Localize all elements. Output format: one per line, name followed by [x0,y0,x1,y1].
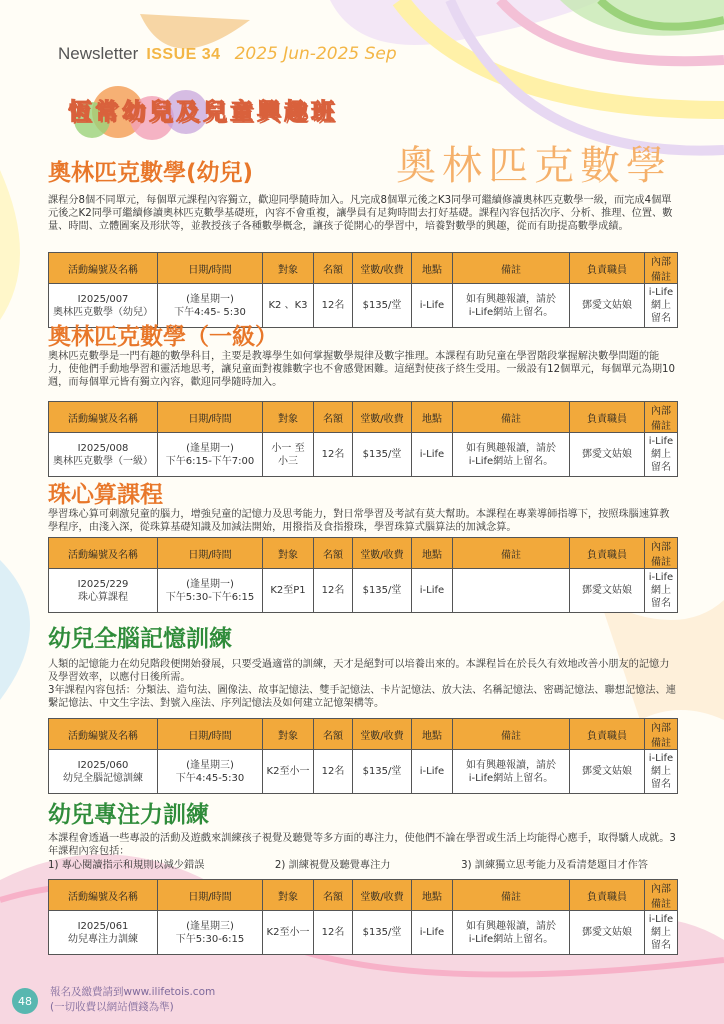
skill-item: 3) 訓練獨立思考能力及看清楚題目才作答 [461,860,648,871]
cell-datetime: (逢星期三) 下午5:30-6:15 [158,911,263,955]
table-header-row [49,402,678,433]
cell-venue: i-Life [412,911,453,955]
col-header: 日期/時間 [158,402,263,433]
big-title: 奧林匹克數學 [396,143,672,189]
cell-fee: $135/堂 [353,911,412,955]
cell-internal: i-Life網上 留名 [645,284,678,328]
col-header: 地點 [412,538,453,569]
col-header: 堂數/收費 [353,880,412,911]
col-header: 地點 [412,402,453,433]
page-number: 48 [12,988,38,1014]
col-header: 負責職員 [570,538,645,569]
issue-date: 2025 Jun-2025 Sep [234,44,397,64]
col-header: 對象 [263,880,314,911]
col-header: 名額 [314,719,353,750]
cell-staff: 鄧愛文姑娘 [570,284,645,328]
col-header: 名額 [314,253,353,284]
col-header: 活動編號及名稱 [49,402,158,433]
col-header: 內部備註 [645,253,678,284]
col-header: 對象 [263,538,314,569]
cell-quota: 12名 [314,911,353,955]
col-header: 地點 [412,719,453,750]
table-header-row [49,719,678,750]
col-header: 內部備註 [645,402,678,433]
table-row [49,911,678,955]
cell-venue: i-Life [412,284,453,328]
cell-datetime: (逢星期一) 下午6:15-下午7:00 [158,433,263,477]
course-table [48,401,678,477]
col-header: 對象 [263,253,314,284]
fee-note: (一切收費以網站價錢為準) [50,1001,174,1013]
section-description: 奧林匹克數學是一門有趣的數學科目，主要是教導學生如何掌握數學規律及數字推理。本課程有助兒童在學習階段掌握解決數學問題的能力，使他們手動地學習和靈活地思考，讓兒童面對複雜數字也不會感覺困難。這絕對使孩子終生受用。一級設有12個單元，每個單元為期10週，而每個單元皆有獨立內容，歡迎同學隨時加入。 [48,351,675,388]
col-header: 負責職員 [570,719,645,750]
col-header: 地點 [412,253,453,284]
cell-id-name: I2025/007 奧林匹克數學（幼兒） [49,284,158,328]
cell-internal: i-Life網上 留名 [645,750,678,794]
cell-internal: i-Life 網上留名 [645,911,678,955]
cell-venue: i-Life [412,433,453,477]
col-header: 負責職員 [570,880,645,911]
col-header: 日期/時間 [158,880,263,911]
col-header: 堂數/收費 [353,253,412,284]
col-header: 地點 [412,880,453,911]
col-header: 活動編號及名稱 [49,538,158,569]
table-header-row [49,880,678,911]
newsletter-header [58,44,397,64]
cell-quota: 12名 [314,284,353,328]
col-header: 備註 [453,253,570,284]
cell-staff: 鄧愛文姑娘 [570,750,645,794]
section-title: 幼兒專注力訓練 [48,802,209,828]
col-header: 名額 [314,402,353,433]
cell-staff: 鄧愛文姑娘 [570,433,645,477]
issue-label: ISSUE 34 [146,46,221,63]
skill-item: 1) 專心閱讀指示和規則以減少錯誤 [48,860,205,871]
col-header: 備註 [453,880,570,911]
col-header: 活動編號及名稱 [49,253,158,284]
table-header-row [49,538,678,569]
cell-fee: $135/堂 [353,569,412,613]
cell-fee: $135/堂 [353,750,412,794]
col-header: 堂數/收費 [353,719,412,750]
col-header: 備註 [453,719,570,750]
table-header-row [49,253,678,284]
col-header: 活動編號及名稱 [49,719,158,750]
cell-id-name: I2025/060 幼兒全腦記憶訓練 [49,750,158,794]
col-header: 備註 [453,538,570,569]
col-header: 日期/時間 [158,538,263,569]
registration-link[interactable]: 報名及繳費請到www.ilifetois.com [50,986,216,998]
section-description: 人類的記憶能力在幼兒階段便開始發展，只要受過適當的訓練，天才是絕對可以培養出來的。本課程旨在於長久有效地改善小朋友的記憶力及學習效率，以應付日後所需。 3年課程內容包括：分類法、造句法、圖像法、故事記憶法、雙手記憶法、卡片記憶法、放大法、名稱記憶法、密碼記憶法、聯想記憶法、連繫記憶法、中文生字法、對號入座法、序列記憶法及如何建立記憶架構等。 [48,659,676,709]
col-header: 負責職員 [570,253,645,284]
course-table [48,537,678,613]
course-table [48,879,678,955]
col-header: 堂數/收費 [353,402,412,433]
section-title: 幼兒全腦記憶訓練 [48,626,232,652]
cell-remark [453,569,570,613]
cell-target: K2至P1 [263,569,314,613]
cell-internal: i-Life網上 留名 [645,569,678,613]
table-row [49,433,678,477]
table-row [49,569,678,613]
cell-quota: 12名 [314,750,353,794]
newsletter-label: Newsletter [58,44,139,63]
page-banner: 恆常幼兒及兒童興趣班 [68,99,338,125]
cell-quota: 12名 [314,569,353,613]
col-header: 對象 [263,719,314,750]
cell-fee: $135/堂 [353,284,412,328]
cell-target: 小一 至 小三 [263,433,314,477]
col-header: 對象 [263,402,314,433]
col-header: 堂數/收費 [353,538,412,569]
cell-datetime: (逢星期三) 下午4:45-5:30 [158,750,263,794]
skill-item: 2) 訓練視覺及聽覺專注力 [274,860,391,871]
col-header: 內部備註 [645,719,678,750]
section-title: 奧林匹克數學（一級） [48,324,278,350]
footer-note [50,985,215,1015]
cell-remark: 如有興趣報讀，請於 i-Life網站上留名。 [453,433,570,477]
cell-target: K2至小一 [263,750,314,794]
col-header: 內部備註 [645,538,678,569]
cell-remark: 如有興趣報讀，請於 i-Life網站上留名。 [453,750,570,794]
cell-datetime: (逢星期一) 下午5:30-下午6:15 [158,569,263,613]
table-row [49,750,678,794]
cell-target: K2 、K3 [263,284,314,328]
col-header: 備註 [453,402,570,433]
cell-fee: $135/堂 [353,433,412,477]
cell-staff: 鄧愛文姑娘 [570,911,645,955]
cell-venue: i-Life [412,569,453,613]
cell-quota: 12名 [314,433,353,477]
col-header: 日期/時間 [158,719,263,750]
col-header: 內部備註 [645,880,678,911]
col-header: 名額 [314,538,353,569]
course-table [48,718,678,794]
course-table [48,252,678,328]
cell-staff: 鄧愛文姑娘 [570,569,645,613]
cell-id-name: I2025/229 珠心算課程 [49,569,158,613]
section-title: 奧林匹克數學(幼兒) [48,160,254,186]
cell-remark: 如有興趣報讀，請於 i-Life網站上留名。 [453,911,570,955]
section-title: 珠心算課程 [48,482,163,508]
col-header: 名額 [314,880,353,911]
col-header: 活動編號及名稱 [49,880,158,911]
cell-venue: i-Life [412,750,453,794]
section-description: 本課程會透過一些專設的活動及遊戲來訓練孩子視覺及聽覺等多方面的專注力，使他們不論在學習或生活上均能得心應手，取得驕人成就。3年課程內容包括： 1) 專心閱讀指示和規則以減少錯誤 2) 訓練視覺及聽覺專注力 3) 訓練獨立思考能力及看清楚題目才作答 [48,833,676,871]
col-header: 負責職員 [570,402,645,433]
cell-id-name: I2025/061 幼兒專注力訓練 [49,911,158,955]
section-description: 學習珠心算可刺激兒童的腦力，增強兒童的記憶力及思考能力，對日常學習及考試有莫大幫助。本課程在專業導師指導下，按照珠腦速算教學程序，由淺入深，從珠算基礎知識及加減法開始，用撥指及食指撥珠，學習珠算式腦算法的加減念算。 [48,509,670,533]
cell-id-name: I2025/008 奧林匹克數學（一級） [49,433,158,477]
cell-internal: i-Life網上 留名 [645,433,678,477]
skill-list [48,859,648,872]
cell-remark: 如有興趣報讀，請於 i-Life網站上留名。 [453,284,570,328]
col-header: 日期/時間 [158,253,263,284]
section-description: 課程分8個不同單元，每個單元課程內容獨立，歡迎同學隨時加入。凡完成8個單元後之K3同學可繼續修讀奧林匹克數學一級，而完成4個單元後之K2同學可繼續修讀奧林匹克數學基礎班，內容不會重複，讓學員有足夠時間去打好基礎。課程內容包括次序、分析、推理、位置、數量、時間、立體圖案及形狀等，並教授孩子各種數學概念，讓孩子從開心的學習中，培養對數學的興趣，從而有助提高數學成績。 [48,195,673,232]
cell-datetime: (逢星期一) 下午4:45- 5:30 [158,284,263,328]
cell-target: K2至小一 [263,911,314,955]
